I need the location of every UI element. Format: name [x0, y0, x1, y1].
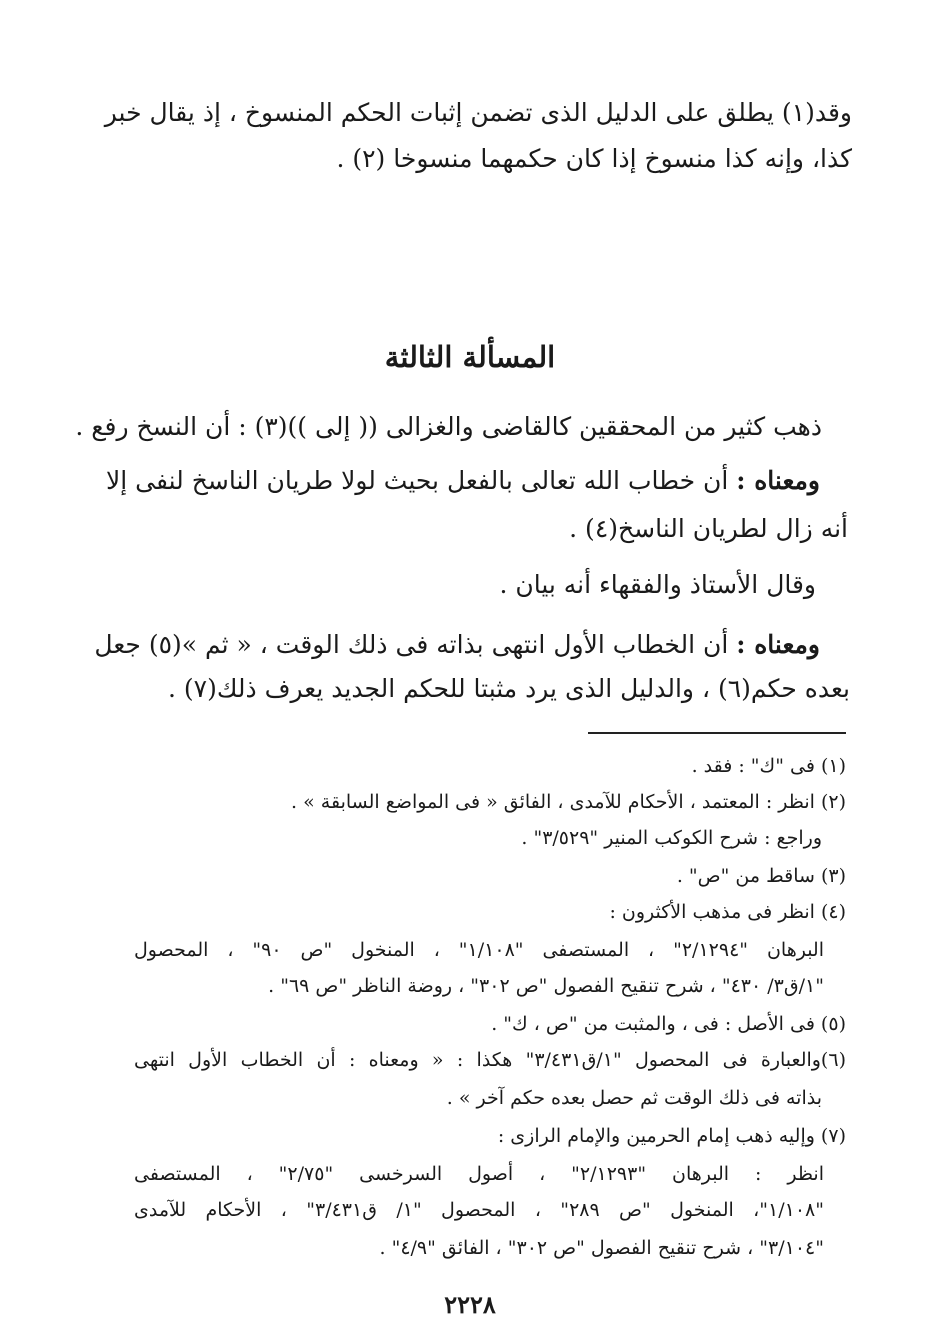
paragraph-4-line-1: [94, 628, 820, 662]
footnote-2-cont: وراجع : شرح الكوكب المنير "٣/٥٢٩" .: [521, 827, 822, 849]
paragraph-2-line-2: أنه زال لطريان الناسخ(٤) .: [569, 514, 848, 543]
paragraph-4-text: أن الخطاب الأول انتهى بذاته فى ذلك الوقت ، « ثم »(٥) جعل: [94, 630, 729, 659]
footnote-1: (١) فى "ك" : فقد .: [691, 755, 846, 777]
footnote-7-line-4: "٣/١٠٤" ، شرح تنقيح الفصول "ص ٣٠٢" ، الفائق "٤/٩" .: [379, 1237, 824, 1259]
footnote-3: (٣) ساقط من "ص" .: [676, 865, 846, 887]
footnote-2: (٢) انظر : المعتمد ، الأحكام للآمدى ، الفائق « فى المواضع السابقة » .: [291, 791, 846, 813]
paragraph-2-line-1: [106, 464, 820, 498]
intro-line-1: وقد(١) يطلق على الدليل الذى تضمن إثبات الحكم المنسوخ ، إذ يقال خبر: [104, 98, 852, 127]
section-heading: المسألة الثالثة: [384, 340, 556, 374]
footnote-6: (٦)والعبارة فى المحصول "١/ق٣/٤٣١" هكذا : « ومعناه : أن الخطاب الأول انتهى: [134, 1049, 846, 1071]
meaning-label: ومعناه :: [736, 466, 820, 495]
footnote-separator: [588, 732, 846, 734]
footnote-4: (٤) انظر فى مذهب الأكثرون :: [609, 901, 846, 923]
footnote-4-line-3: "١/ق٣/ ٤٣٠" ، شرح تنقيح الفصول "ص ٣٠٢" ، روضة الناظر "ص ٦٩" .: [268, 975, 824, 997]
footnote-6-cont: بذاته فى ذلك الوقت ثم حصل بعده حكم آخر » .: [446, 1087, 822, 1109]
paragraph-4-line-2: بعده حكم(٦) ، والدليل الذى يرد مثبتا للحكم الجديد يعرف ذلك(٧) .: [167, 674, 850, 703]
footnote-5: (٥) فى الأصل : فى ، والمثبت من "ص ، ك" .: [491, 1013, 846, 1035]
page-number: ٢٢٢٨: [444, 1290, 496, 1319]
footnote-7-line-2: انظر : البرهان "٢/١٢٩٣" ، أصول السرخسى "٢/٧٥" ، المستصفى: [134, 1163, 824, 1185]
paragraph-1-line: ذهب كثير من المحققين كالقاضى والغزالى (( إلى ))(٣) : أن النسخ رفع .: [75, 412, 822, 441]
intro-line-2: كذا، وإنه كذا منسوخ إذا كان حكمهما منسوخا (٢) .: [336, 144, 852, 173]
footnote-7-line-3: "١/١٠٨"، المنخول "ص ٢٨٩" ، المحصول "١/ ق٣/٤٣١" ، الأحكام للآمدى: [134, 1199, 824, 1221]
paragraph-3-line: وقال الأستاذ والفقهاء أنه بيان .: [499, 570, 816, 599]
meaning-label: ومعناه :: [736, 630, 820, 659]
paragraph-2-text: أن خطاب الله تعالى بالفعل بحيث لولا طريان الناسخ لنفى إلا: [106, 466, 729, 495]
footnote-7: (٧) وإليه ذهب إمام الحرمين والإمام الرازى :: [497, 1125, 846, 1147]
footnote-4-line-2: البرهان "٢/١٢٩٤" ، المستصفى "١/١٠٨" ، المنخول "ص ٩٠" ، المحصول: [134, 939, 824, 961]
